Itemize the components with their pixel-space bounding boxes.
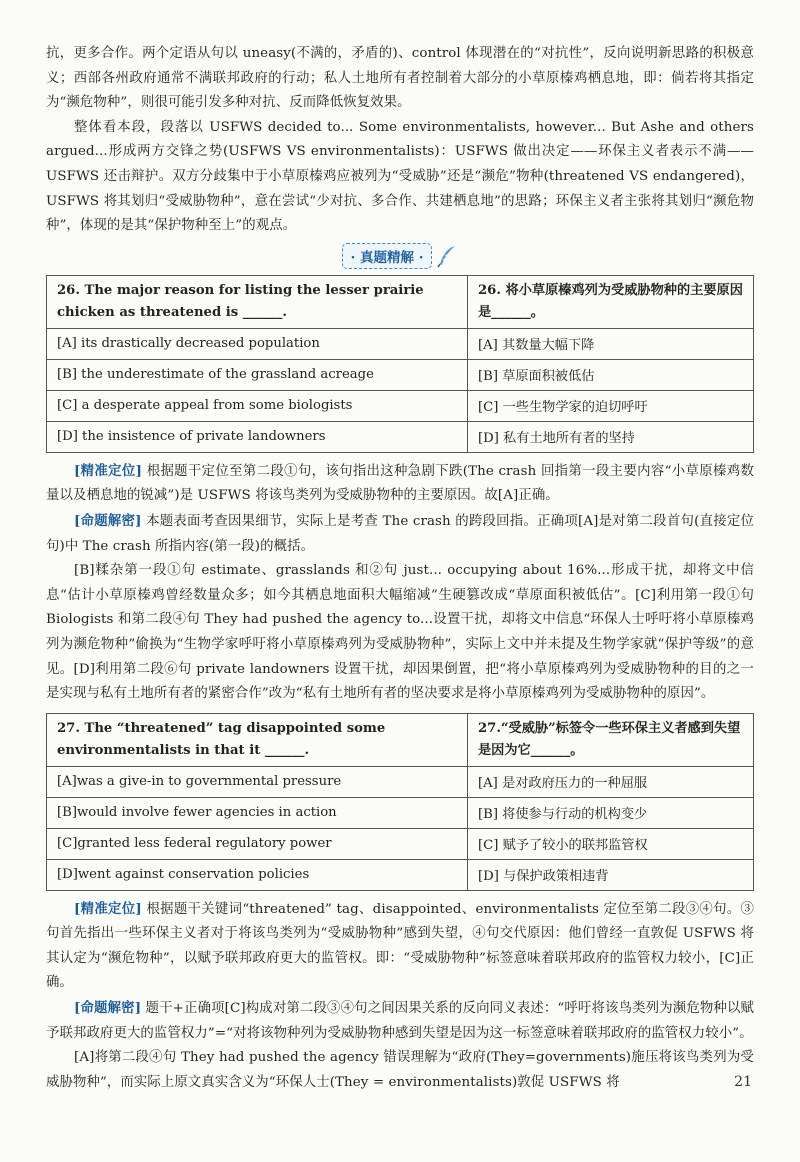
decode-tag: [命题解密] [74,1000,142,1017]
option-zh: [B] 草原面积被低估 [468,359,754,390]
question-26-option-c [47,390,754,421]
analysis-26-locate [0,459,800,509]
option-en: [A]was a give-in to governmental pressure [47,766,468,797]
question-27-stem-en: 27. The “threatened” tag disappointed some environmentalists in that it ______. [47,713,468,766]
section-title-label: · 真题精解 · [342,243,433,269]
option-zh: [C] 一些生物学家的迫切呼吁 [468,390,754,421]
question-26-option-a [47,328,754,359]
locate-tag: [精准定位] [74,462,143,479]
option-en: [C]granted less federal regulatory power [47,828,468,859]
question-26-stem-en: 26. The major reason for listing the lesser prairie chicken as threatened is ______. [47,275,468,328]
option-en: [D]went against conservation policies [47,859,468,890]
locate-tag: [精准定位] [74,900,142,917]
option-en: [D] the insistence of private landowners [47,421,468,452]
question-27-option-d [47,859,754,890]
analysis-27-decode [0,996,800,1046]
decode-text: 题干+正确项[C]构成对第二段③④句之间因果关系的反向同义表述：“呼吁将该鸟类列为濒危物种以赋予联邦政府更大的监管权力”=“对将该物种列为受威胁物种感到失望是因为这一标签意味着联邦政府的监管权力较小”。 [46,1001,755,1041]
option-en: [C] a desperate appeal from some biologists [47,390,468,421]
analysis-26-distractors: [B]糅杂第一段①句 estimate、grasslands 和②句 just... occupying about 16%...形成干扰，却将文中信息“估计小草原榛鸡曾经数量众多；如今其栖息地面积大幅缩减”生硬篡改成“草原面积被低估”。[C]利用第一段①句 Biologists 和第二段④句 They had pushed the agency to...设置干扰，却将文中信息“环保人士呼吁将小草原榛鸡列为濒危物种”偷换为“生物学家呼吁将小草原榛鸡列为受威胁物种”，实际上文中并未提及生物学家就“保护等级”的意见。[D]利用第二段⑥句 private landowners 设置干扰，却因果倒置，把“将小草原榛鸡列为受威胁物种的目的之一是实现与私有土地所有者的紧密合作”改为“私有土地所有者的坚决要求是将小草原榛鸡列为受威胁物种的原因”。 [46,563,754,702]
option-en: [B]would involve fewer agencies in action [47,797,468,828]
question-26-table [46,275,754,453]
question-26-option-d [47,421,754,452]
section-title [0,241,800,271]
option-zh: [B] 将使参与行动的机构变少 [468,797,754,828]
locate-text: 根据题干定位至第二段①句，该句指出这种急剧下跌(The crash 回指第一段主要内容“小草原榛鸡数量以及栖息地的锐减”)是 USFWS 将该鸟类列为受威胁物种的主要原因。故[A]正确。 [46,463,754,504]
question-26-option-b [47,359,754,390]
locate-text: 根据题干关键词“threatened” tag、disappointed、environmentalists 定位至第二段③④句。③句首先指出一些环保主义者对于将该鸟类列为“受威胁物种”感到失望，④句交代原因：他们曾经一直敦促 USFWS 将其认定为“濒危物种”，以赋予联邦政府更大的监管权。即：“受威胁物种”标签意味着联邦政府的监管权力较小，[C]正确。 [46,901,754,991]
page-content [0,42,800,1095]
question-27-table [46,713,754,891]
analysis-26-decode [0,509,800,559]
question-27-option-c [47,828,754,859]
page-number: 21 [734,1074,752,1090]
paragraph-continuation: 抗，更多合作。两个定语从句以 uneasy(不满的，矛盾的)、control 体现潜在的“对抗性”，反向说明新思路的积极意义；西部各州政府通常不满联邦政府的行动；私人土地所有者控制着大部分的小草原榛鸡栖息地，即：倘若将其指定为“濒危物种”，则很可能引发多种对抗、反而降低恢复效果。 [46,46,754,111]
option-zh: [C] 赋予了较小的联邦监管权 [468,828,754,859]
option-zh: [D] 私有土地所有者的坚持 [468,421,754,452]
question-27-stem-zh: 27.“受威胁”标签令一些环保主义者感到失望是因为它______。 [468,713,754,766]
analysis-27-distractors: [A]将第二段④句 They had pushed the agency 错误理解为“政府(They=governments)施压将该鸟类列为受威胁物种”，而实际上原文真实含义为“环保人士(They = environmentalists)敦促 USFWS 将 [46,1050,754,1090]
quill-pen-icon [436,244,458,268]
option-en: [B] the underestimate of the grassland acreage [47,359,468,390]
option-en: [A] its drastically decreased population [47,328,468,359]
question-27-option-a [47,766,754,797]
analysis-27-locate [0,897,800,996]
option-zh: [D] 与保护政策相违背 [468,859,754,890]
paragraph-summary: 整体看本段，段落以 USFWS decided to... Some environmentalists, however... But Ashe and others argued...形成两方交锋之势(USFWS VS environmentalists)：USFWS 做出决定——环保主义者表示不满——USFWS 还击辩护。双方分歧集中于小草原榛鸡应被列为“受威胁”还是“濒危”物种(threatened VS endangered)，USFWS 将其划归“受威胁物种”，意在尝试“少对抗、多合作、共建栖息地”的思路；环保主义者主张将其划归“濒危物种”，体现的是其“保护物种至上”的观点。 [46,119,754,234]
question-27-option-b [47,797,754,828]
option-zh: [A] 是对政府压力的一种屈服 [468,766,754,797]
question-26-stem-zh: 26. 将小草原榛鸡列为受威胁物种的主要原因是______。 [468,275,754,328]
decode-tag: [命题解密] [74,512,142,529]
question-26-stem-row [47,275,754,328]
question-27-stem-row [47,713,754,766]
decode-text: 本题表面考查因果细节，实际上是考查 The crash 的跨段回指。正确项[A]是对第二段首句(直接定位句)中 The crash 所指内容(第一段)的概括。 [46,513,754,554]
option-zh: [A] 其数量大幅下降 [468,328,754,359]
